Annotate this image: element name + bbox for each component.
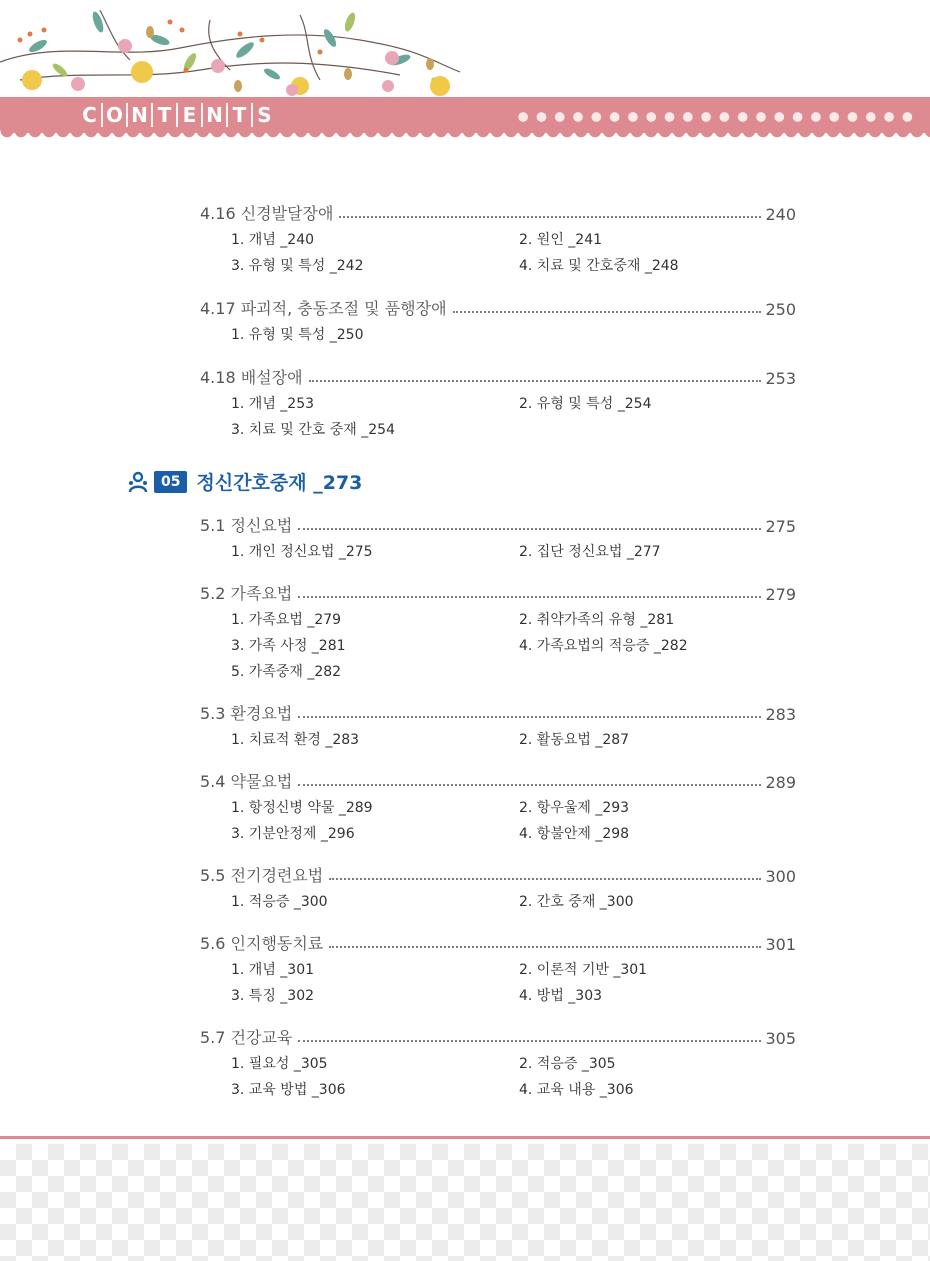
dotted-leader (329, 878, 761, 880)
toc-item[interactable]: 1. 가족요법 _279 (231, 612, 342, 628)
banner-scallop-edge (0, 131, 930, 141)
toc-section (200, 514, 796, 562)
toc-item[interactable]: 3. 가족 사정 _281 (231, 638, 346, 654)
dotted-leader (329, 946, 761, 948)
toc-item[interactable]: 3. 유형 및 특성 _242 (231, 258, 364, 274)
toc-item[interactable]: 3. 특징 _302 (231, 988, 315, 1004)
toc-item[interactable]: 2. 간호 중재 _300 (519, 894, 634, 910)
dotted-leader (298, 784, 761, 786)
toc-item[interactable]: 3. 기분안정제 _296 (231, 826, 355, 842)
dotted-leader (339, 216, 761, 218)
banner-dots (514, 111, 914, 123)
toc-item[interactable]: 1. 개인 정신요법 _275 (231, 544, 373, 560)
chapter-heading (128, 468, 362, 495)
person-icon (128, 471, 148, 493)
checkered-footer-pattern (0, 1144, 930, 1261)
dotted-leader (298, 596, 761, 598)
toc-item[interactable]: 1. 적응증 _300 (231, 894, 328, 910)
toc-item[interactable]: 2. 이론적 기반 _301 (519, 962, 648, 978)
title-letter: N (128, 103, 153, 127)
toc-item[interactable]: 1. 유형 및 특성 _250 (231, 327, 364, 343)
toc-section (200, 1026, 796, 1100)
title-letter: T (153, 103, 178, 127)
toc-item[interactable]: 4. 가족요법의 적응증 _282 (519, 638, 688, 654)
section-title[interactable]: 5.4 약물요법 (200, 772, 293, 791)
floral-decoration (0, 0, 470, 100)
title-letter: E (178, 103, 203, 127)
toc-item[interactable]: 4. 교육 내용 _306 (519, 1082, 634, 1098)
section-page: 300 (765, 867, 796, 886)
title-letter: S (257, 103, 272, 127)
title-letter: T (228, 103, 253, 127)
dotted-leader (298, 528, 761, 530)
section-page: 301 (765, 935, 796, 954)
section-page: 275 (765, 517, 796, 536)
section-page: 305 (765, 1029, 796, 1048)
toc-item[interactable]: 3. 치료 및 간호 중재 _254 (231, 422, 395, 438)
section-title[interactable]: 4.16 신경발달장애 (200, 204, 334, 223)
toc-section (200, 770, 796, 844)
section-page: 289 (765, 773, 796, 792)
chapter-number-badge: 05 (154, 471, 187, 493)
toc-item[interactable]: 1. 개념 _240 (231, 232, 315, 248)
section-page: 279 (765, 585, 796, 604)
toc-item[interactable]: 5. 가족중재 _282 (231, 664, 342, 680)
section-title[interactable]: 5.3 환경요법 (200, 704, 293, 723)
toc-item[interactable]: 2. 유형 및 특성 _254 (519, 396, 652, 412)
toc-item[interactable]: 2. 원인 _241 (519, 232, 603, 248)
section-title[interactable]: 5.1 정신요법 (200, 516, 293, 535)
toc-section (200, 366, 796, 440)
contents-title (78, 103, 276, 127)
toc-section (200, 702, 796, 750)
section-title[interactable]: 5.5 전기경련요법 (200, 866, 324, 885)
toc-item[interactable]: 2. 집단 정신요법 _277 (519, 544, 661, 560)
toc-section (200, 202, 796, 276)
toc-item[interactable]: 1. 항정신병 약물 _289 (231, 800, 373, 816)
section-title[interactable]: 4.17 파괴적, 충동조절 및 품행장애 (200, 299, 447, 318)
toc-section (200, 932, 796, 1006)
dotted-leader (298, 716, 761, 718)
section-page: 240 (765, 205, 796, 224)
dotted-leader (309, 380, 762, 382)
toc-section (200, 582, 796, 682)
toc-item[interactable]: 1. 개념 _253 (231, 396, 315, 412)
toc-item[interactable]: 1. 필요성 _305 (231, 1056, 328, 1072)
toc-item[interactable]: 3. 교육 방법 _306 (231, 1082, 346, 1098)
section-page: 283 (765, 705, 796, 724)
section-title[interactable]: 5.6 인지행동치료 (200, 934, 324, 953)
toc-item[interactable]: 2. 적응증 _305 (519, 1056, 616, 1072)
section-page: 253 (765, 369, 796, 388)
chapter-title[interactable]: 정신간호중재 _273 (196, 472, 363, 494)
toc-section (200, 297, 796, 345)
section-title[interactable]: 5.2 가족요법 (200, 584, 293, 603)
toc-item[interactable]: 1. 치료적 환경 _283 (231, 732, 360, 748)
toc-item[interactable]: 4. 치료 및 간호중재 _248 (519, 258, 679, 274)
toc-section (200, 864, 796, 912)
dotted-leader (298, 1040, 761, 1042)
dotted-leader (453, 311, 762, 313)
toc-item[interactable]: 2. 항우울제 _293 (519, 800, 630, 816)
footer-divider (0, 1136, 930, 1139)
title-letter: C (78, 103, 103, 127)
section-page: 250 (765, 300, 796, 319)
toc-item[interactable]: 2. 활동요법 _287 (519, 732, 630, 748)
section-title[interactable]: 4.18 배설장애 (200, 368, 303, 387)
toc-item[interactable]: 4. 항불안제 _298 (519, 826, 630, 842)
title-letter: N (203, 103, 228, 127)
section-title[interactable]: 5.7 건강교육 (200, 1028, 293, 1047)
title-letter: O (103, 103, 128, 127)
toc-item[interactable]: 1. 개념 _301 (231, 962, 315, 978)
toc-item[interactable]: 2. 취약가족의 유형 _281 (519, 612, 675, 628)
toc-item[interactable]: 4. 방법 _303 (519, 988, 603, 1004)
